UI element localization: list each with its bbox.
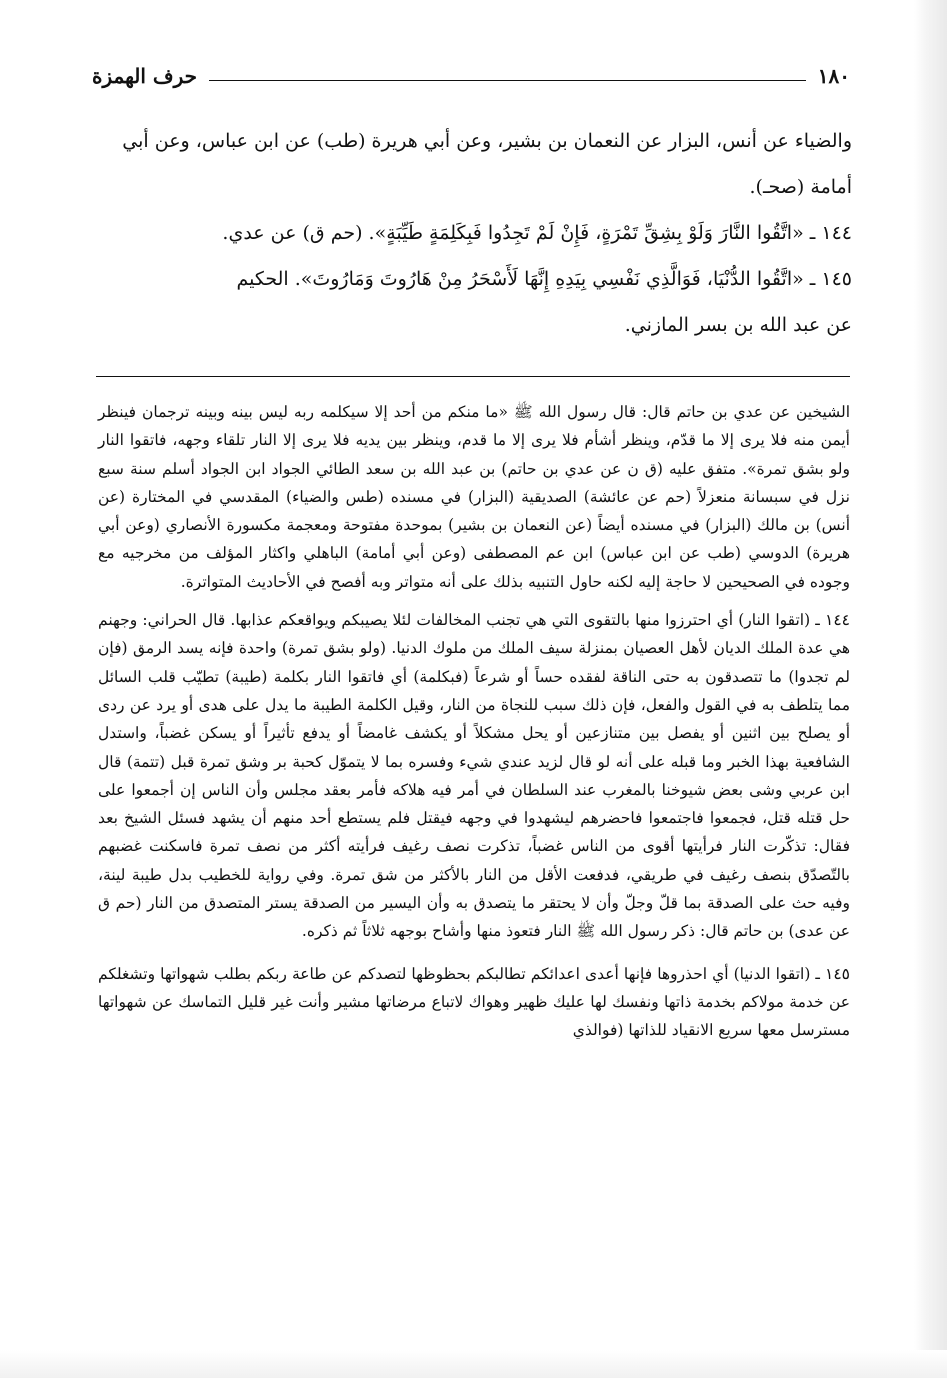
chapter-title: حرف الهمزة bbox=[92, 64, 198, 88]
running-header bbox=[92, 58, 850, 94]
commentary-paragraph-144: ١٤٤ ـ (اتقوا النار) أي احترزوا منها بالتقوى التي هي تجنب المخالفات لئلا يصيبكم ويواقعكم عذابها. قال الحراني: وجهنم هي عدة الملك الديان لأهل العصيان بمنزلة سيف الملك من ملوك الدنيا. (ولو بشق تمرة) واحدة فإنه يسد الرمق (فإن لم تجدوا) ما تتصدقون به حتى الناقة لفقده حساً أو شرعاً (فبكلمة) أي فاتقوا النار بكلمة (طيبة) تطيّب قلب السائل مما يتلطف به في القول والفعل، فإن ذلك سبب للنجاة من النار، وقيل الكلمة الطيبة ما يدل على هدى أو يرد عن ردى أو يصلح بين اثنين أو يفصل بين متنازعين أو يحل مشكلاً أو يكشف غامضاً أو يدفع تأثيراً أو يسكن غضباً، واستدل الشافعية بهذا الخبر وما قبله على أنه لو قال لزيد عندي شيء وفسره بما لا يتموّل كحبة بر وشق تمرة قبل (تتمة) قال ابن عربي وشى بعض شيوخنا بالمغرب عند السلطان في أمر فيه هلاكه فأمر بعقد مجلس وأن الناس إن أجمعوا على حل قتله قتل، فجمعوا فاجتمعوا فاحضرهم ليشهدوا في وجهه فيقتل فلم يستطع أحد منهم أن يشهد فسئل الشيخ بعد فقال: تذكّرت النار فرأيتها أقوى من الناس غضباً، تذكرت نصف رغيف فرأيته أكثر من نصف تمرة فاسكنت غضبهم بالتّصدّق بنصف رغيف في طريقي، فدفعت الأقل من النار بالأكثر من شق تمرة. وفي رواية للخطيب بدل طيبة لينة، وفيه حث على الصدقة بما قلّ وجلّ وأن لا يحتقر ما يتصدق به وأن اليسير من الصدقة يستر المتصدق من النار (حم ق عن عدى) بن حاتم قال: ذكر رسول الله ﷺ النار فتعوذ منها وأشاح بوجهه ثلاثاً ثم ذكره. bbox=[98, 611, 850, 941]
main-text-line: والضياء عن أنس، البزار عن النعمان بن بشير، وعن أبي هريرة (طب) عن ابن عباس، وعن أبي bbox=[122, 130, 852, 152]
page-number: ١٨٠ bbox=[817, 64, 850, 88]
scan-edge-shadow bbox=[914, 0, 947, 1378]
hadith-145: ١٤٥ ـ «اتَّقُوا الدُّنْيَا، فَوَالَّذِي نَفْسِي بِيَدِهِ إِنَّهَا لَأَسْحَرُ مِنْ هَارُوتَ وَمَارُوتَ». الحكيم bbox=[236, 268, 852, 290]
commentary-paragraph-145: ١٤٥ ـ (اتقوا الدنيا) أي احذروها فإنها أعدى اعدائكم تطالبكم بحظوظها لتصدكم عن طاعة ربكم بطلب شهواتها وتشغلكم عن خدمة مولاكم بخدمة ذاتها ونفسك لها عليك ظهير وهواك لاتباع مرضاتها مشير وأنت غير قليل التماسك عن شهواتها مسترسل معها سريع الانقياد للذاتها (فوالذي bbox=[98, 964, 850, 1040]
main-text bbox=[90, 118, 852, 348]
commentary-paragraph: الشيخين عن عدي بن حاتم قال: قال رسول الله ﷺ «ما منكم من أحد إلا سيكلمه ربه ليس بينه وبينه ترجمان فينظر أيمن منه فلا يرى إلا ما قدّم، وينظر أشأم فلا يرى إلا ما قدم، وينظر بين يديه فلا يرى إلا النار تلقاء وجهه، فاتقوا النار ولو بشق تمرة». متفق عليه (ق ن عن عدي بن حاتم) بن عبد الله بن سعد الطائي الجواد ابن الجواد أسلم سنة سبع نزل في سبسانة منعزلاً (حم عن عائشة) الصديقية (البزار) في مسنده (طس والضياء) المقدسي في المختارة (عن أنس) بن مالك (البزار) في مسنده أيضاً (عن النعمان بن بشير) بموحدة مفتوحة ومعجمة مكسورة الأنصاري (وعن أبي هريرة) الدوسي (طب عن ابن عباس) ابن عم المصطفى (وعن أبي أمامة) الباهلي واكثار المؤلف من مخرجيه مع وجوده في الصحيحين لا حاجة إليه لكنه حاول التنبيه بذلك على أنه متواتر وبه أفصح في الأحاديث المتواترة. bbox=[98, 403, 850, 591]
scan-bottom-shadow bbox=[0, 1350, 947, 1378]
commentary bbox=[98, 398, 850, 1045]
footnote-divider bbox=[96, 376, 850, 377]
header-rule bbox=[209, 80, 806, 81]
main-text-line: أمامة (صحـ). bbox=[749, 176, 852, 198]
hadith-145-source: عن عبد الله بن بسر المازني. bbox=[624, 314, 852, 336]
hadith-144: ١٤٤ ـ «اتَّقُوا النَّارَ وَلَوْ بِشِقِّ تَمْرَةٍ، فَإِنْ لَمْ تَجِدُوا فَبِكَلِمَةٍ طَيِّبَةٍ». (حم ق) عن عدي. bbox=[222, 222, 852, 244]
